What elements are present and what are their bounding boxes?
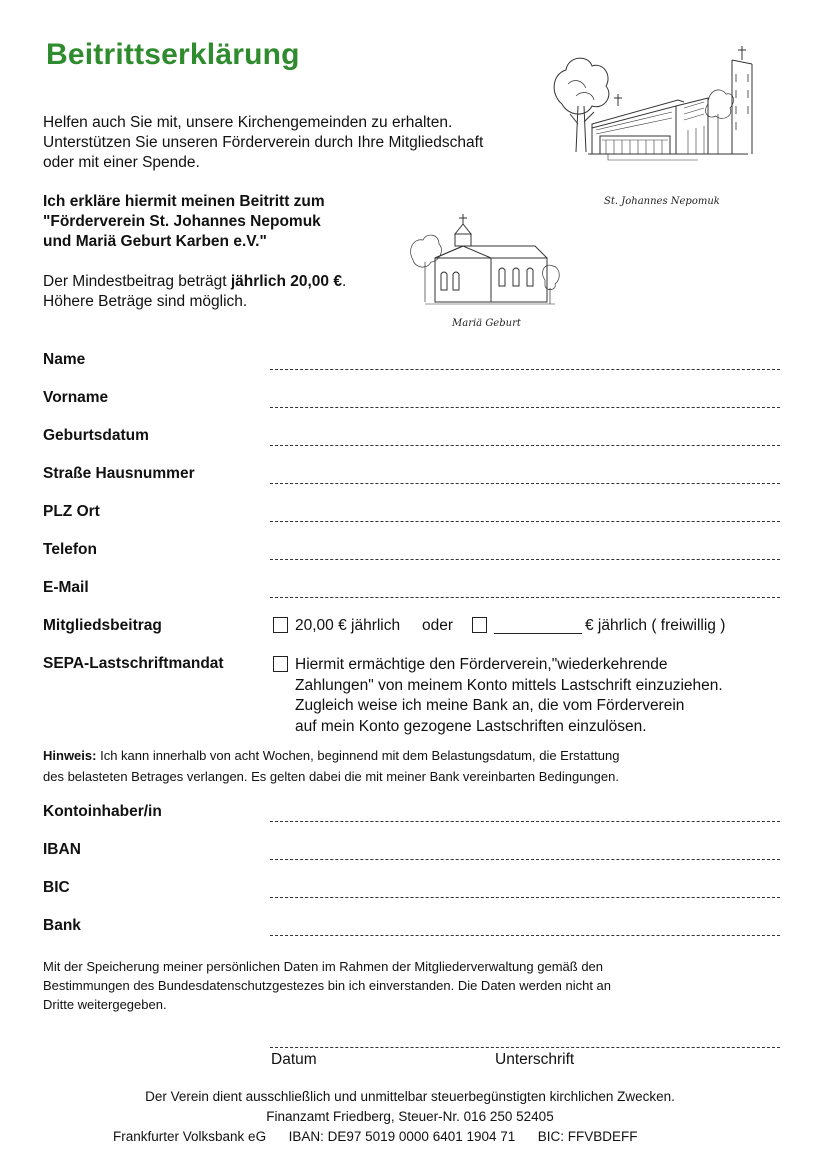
- intro-line: Unterstützen Sie unseren Förderverein durch Ihre Mitgliedschaft: [43, 134, 484, 151]
- church1-caption: St. Johannes Nepomuk: [604, 196, 720, 207]
- fee-custom-amount-field[interactable]: [494, 619, 582, 634]
- footer-iban: IBAN: DE97 5019 0000 6401 1904 71: [288, 1129, 516, 1144]
- fee-amount: jährlich 20,00 €: [230, 273, 342, 290]
- sepa-line: Zahlungen" von meinem Konto mittels Lastschrift einzuziehen.: [295, 676, 723, 694]
- name-field[interactable]: [270, 369, 780, 370]
- fee-info: [43, 272, 346, 312]
- telefon-field[interactable]: [270, 559, 780, 560]
- bank-field[interactable]: [270, 935, 780, 936]
- sepa-line: Hiermit ermächtige den Förderverein,"wiederkehrende: [295, 656, 668, 673]
- declaration-line: und Mariä Geburt Karben e.V.": [43, 233, 267, 250]
- sepa-checkbox[interactable]: [273, 656, 288, 672]
- kontoinhaber-label: Kontoinhaber/in: [43, 803, 162, 820]
- footer-bank-name: Frankfurter Volksbank eG: [113, 1129, 267, 1144]
- sepa-label: SEPA-Lastschriftmandat: [43, 655, 224, 672]
- intro-text: [43, 113, 483, 173]
- fee-prefix: Der Mindestbeitrag beträgt: [43, 273, 231, 290]
- email-field[interactable]: [270, 597, 780, 598]
- fee-20-option-label: 20,00 € jährlich: [295, 617, 401, 634]
- iban-label: IBAN: [43, 841, 81, 858]
- email-label: E-Mail: [43, 579, 89, 596]
- mitgliedsbeitrag-label: Mitgliedsbeitrag: [43, 617, 162, 634]
- fee-custom-checkbox[interactable]: [472, 617, 487, 633]
- consent-text: [43, 957, 611, 1014]
- intro-line: Helfen auch Sie mit, unsere Kirchengemeinden zu erhalten.: [43, 114, 453, 131]
- signature-field[interactable]: [270, 1047, 780, 1048]
- declaration-text: [43, 192, 325, 252]
- church2-caption: Mariä Geburt: [452, 318, 521, 329]
- footer-tax: Finanzamt Friedberg, Steuer-Nr. 016 250 52405: [266, 1109, 554, 1124]
- fee-line2: Höhere Beträge sind möglich.: [43, 293, 248, 310]
- sepa-line: auf mein Konto gezogene Lastschriften einzulösen.: [295, 717, 647, 735]
- sepa-line: Zugleich weise ich meine Bank an, die vom Förderverein: [295, 697, 685, 714]
- consent-line: Mit der Speicherung meiner persönlichen Daten im Rahmen der Mitgliederverwaltung gemäß den: [43, 959, 604, 974]
- telefon-label: Telefon: [43, 541, 97, 558]
- sepa-text: [295, 655, 723, 737]
- strasse-field[interactable]: [270, 483, 780, 484]
- bank-label: Bank: [43, 917, 81, 934]
- church-st-johannes-illustration: [548, 44, 760, 166]
- unterschrift-label: Unterschrift: [495, 1051, 575, 1068]
- strasse-label: Straße Hausnummer: [43, 465, 195, 482]
- fee-20-checkbox[interactable]: [273, 617, 288, 633]
- fee-custom-suffix: € jährlich ( freiwillig ): [585, 617, 726, 634]
- footer-purpose: Der Verein dient ausschließlich und unmittelbar steuerbegünstigten kirchlichen Zwecken.: [145, 1089, 675, 1104]
- or-label: oder: [422, 617, 454, 634]
- vorname-label: Vorname: [43, 389, 109, 406]
- bic-field[interactable]: [270, 897, 780, 898]
- church-maria-geburt-illustration: [405, 210, 560, 315]
- name-label: Name: [43, 351, 86, 368]
- hinweis-label: Hinweis:: [43, 748, 97, 763]
- datum-label: Datum: [271, 1051, 317, 1068]
- hinweis-text: [43, 745, 619, 787]
- declaration-line: "Förderverein St. Johannes Nepomuk: [43, 213, 321, 230]
- page-title: Beitrittserklärung: [46, 38, 300, 71]
- consent-line: Dritte weitergegeben.: [43, 997, 167, 1012]
- intro-line: oder mit einer Spende.: [43, 154, 200, 171]
- hinweis-line2: des belasteten Betrages verlangen. Es gelten dabei die mit meiner Bank vereinbarten Bedingungen.: [43, 769, 619, 784]
- footer-bic: BIC: FFVBDEFF: [537, 1129, 638, 1144]
- plz-ort-label: PLZ Ort: [43, 503, 100, 520]
- geburtsdatum-field[interactable]: [270, 445, 780, 446]
- iban-field[interactable]: [270, 859, 780, 860]
- fee-suffix: .: [341, 273, 347, 290]
- consent-line: Bestimmungen des Bundesdatenschutzgestezes bin ich einverstanden. Die Daten werden nicht an: [43, 978, 612, 993]
- hinweis-line1: Ich kann innerhalb von acht Wochen, beginnend mit dem Belastungsdatum, die Erstattung: [96, 748, 620, 763]
- kontoinhaber-field[interactable]: [270, 821, 780, 822]
- plz-ort-field[interactable]: [270, 521, 780, 522]
- footer-bank: [113, 1129, 638, 1144]
- declaration-line: Ich erkläre hiermit meinen Beitritt zum: [43, 193, 325, 210]
- bic-label: BIC: [43, 879, 70, 896]
- vorname-field[interactable]: [270, 407, 780, 408]
- geburtsdatum-label: Geburtsdatum: [43, 427, 149, 444]
